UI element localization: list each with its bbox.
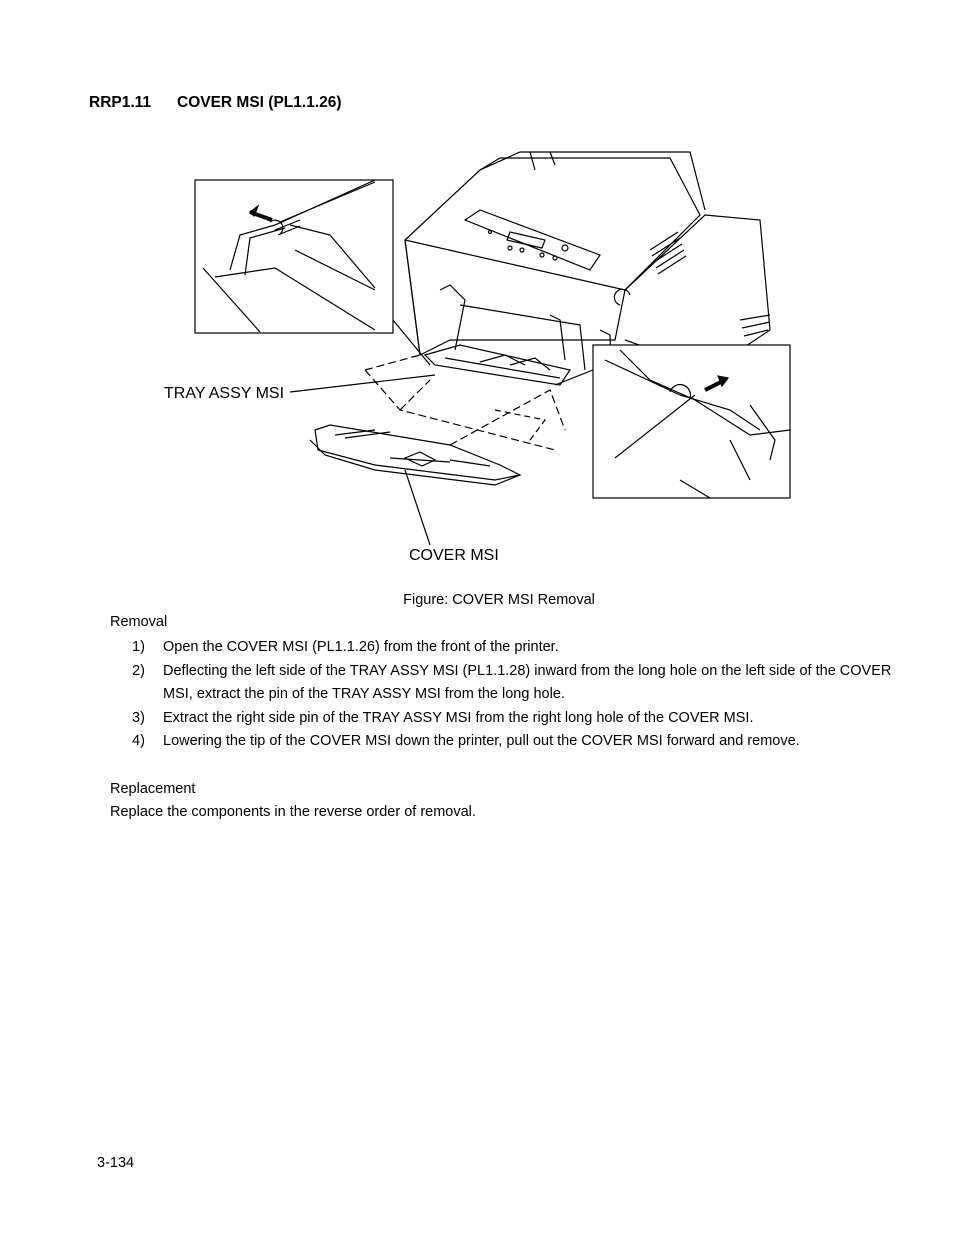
step-item — [132, 660, 892, 707]
section-title: COVER MSI (PL1.1.26) — [177, 94, 342, 111]
left-detail-inset — [195, 180, 430, 365]
step-item — [132, 730, 892, 754]
replacement-text: Replace the components in the reverse order of removal. — [110, 804, 476, 820]
tray-assy-msi-callout: TRAY ASSY MSI — [164, 385, 285, 402]
removal-label: Removal — [110, 614, 168, 630]
page-number: 3-134 — [97, 1155, 135, 1171]
section-heading — [89, 94, 342, 112]
section-number: RRP1.11 — [89, 94, 152, 111]
printer-illustration — [150, 140, 810, 580]
step-text: Open the COVER MSI (PL1.1.26) from the front of the printer. — [163, 639, 559, 655]
figure-caption: Figure: COVER MSI Removal — [403, 592, 595, 608]
step-marker: 3) — [132, 709, 145, 726]
cover-msi-callout: COVER MSI — [409, 547, 499, 564]
removed-cover-msi — [310, 355, 565, 485]
step-text: Lowering the tip of the COVER MSI down the printer, pull out the COVER MSI forward and remove. — [163, 733, 800, 749]
replacement-label: Replacement — [110, 781, 196, 797]
step-item — [132, 707, 892, 731]
cover-msi-removal-figure — [150, 140, 810, 580]
step-item — [132, 636, 892, 660]
right-detail-inset — [555, 345, 790, 498]
step-marker: 2) — [132, 662, 145, 679]
removal-steps — [132, 636, 892, 754]
step-marker: 1) — [132, 639, 145, 655]
step-text: Deflecting the left side of the TRAY ASSY MSI (PL1.1.28) inward from the long hole on the left side of the COVER MSI, extract the pin of the TRAY ASSY MSI from the long hole. — [163, 662, 892, 702]
step-marker: 4) — [132, 733, 145, 749]
step-text: Extract the right side pin of the TRAY ASSY MSI from the right long hole of the COVER MSI. — [163, 709, 754, 726]
